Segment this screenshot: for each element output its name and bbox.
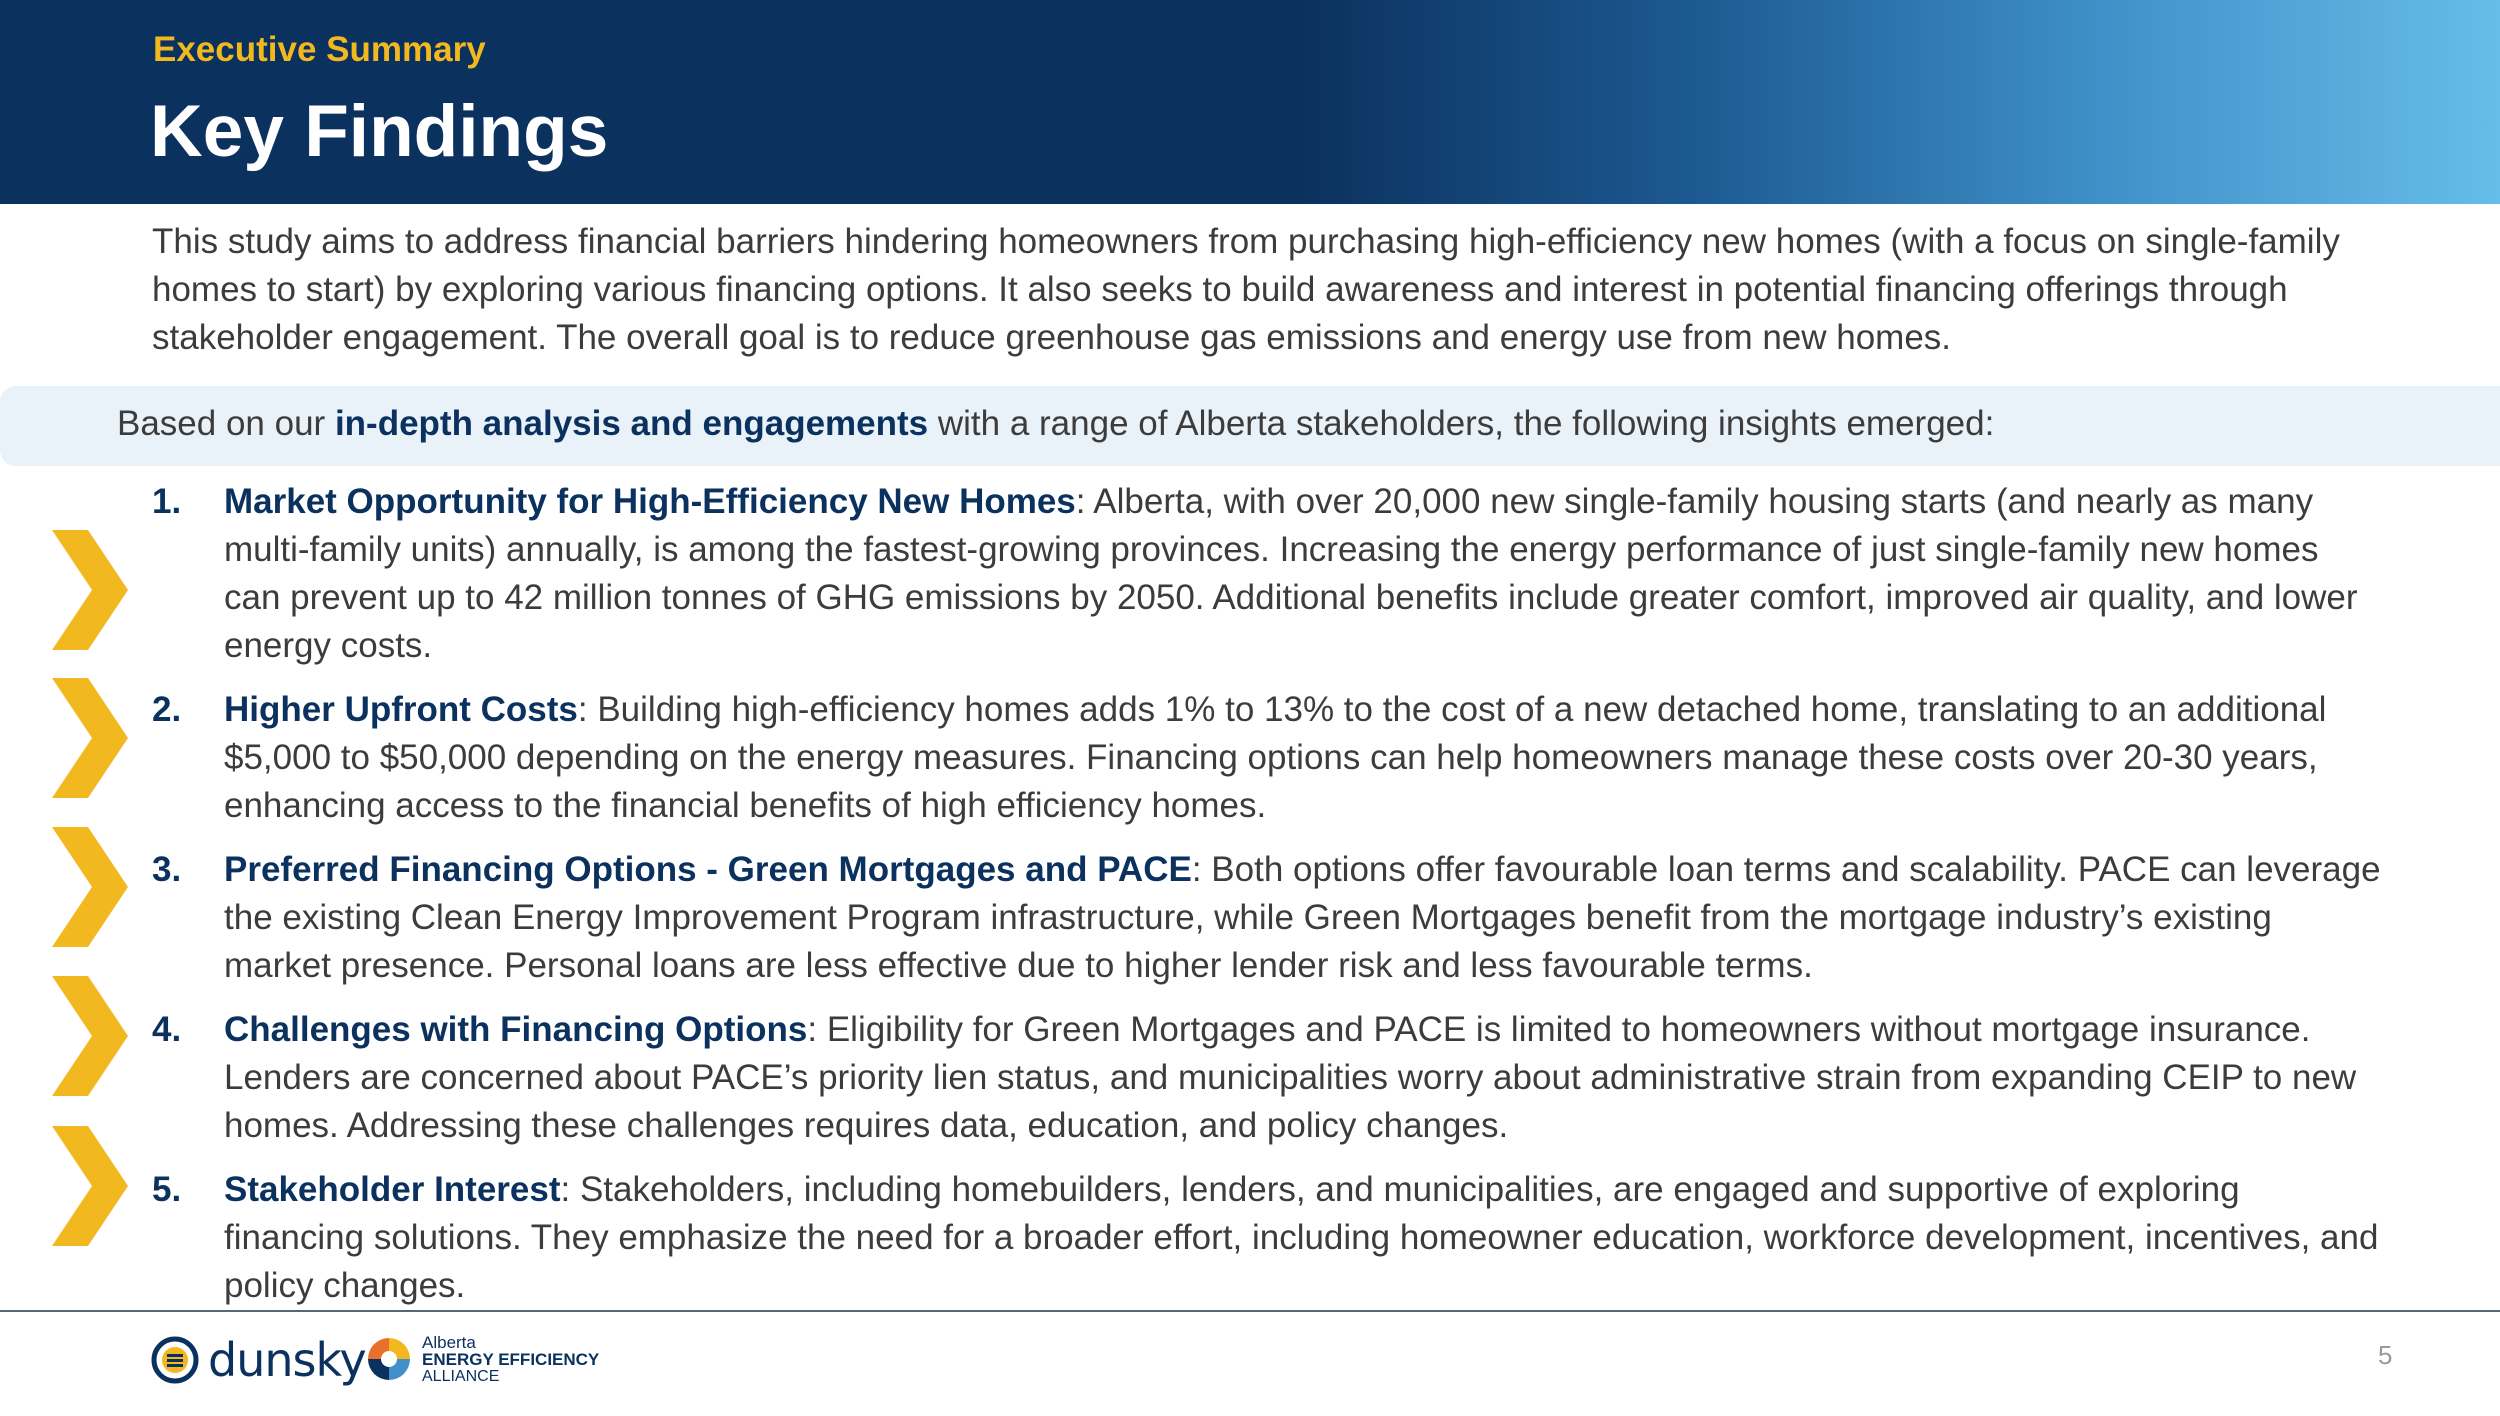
intro-paragraph: This study aims to address financial barriers hindering homeowners from purchasing high-efficiency new homes (with a focus on single-family homes to start) by exploring various financing options. It also seeks to build awareness and interest in potential financing offerings through stakeholder engagement. The overall goal is to reduce greenhouse gas emissions and energy use from new homes.: [152, 222, 2340, 357]
finding-description: : Eligibility for Green Mortgages and PACE is limited to homeowners without mortgage insurance. Lenders are concerned about PACE’s priority lien status, and municipalities worry about administrative strain from expanding CEIP to new homes. Addressing these challenges requires data, education, and policy changes.: [224, 1010, 2357, 1145]
header-banner: [0, 0, 2500, 204]
insights-emphasis: in-depth analysis and engagements: [334, 404, 929, 443]
insights-prefix: Based on our: [117, 404, 335, 443]
finding-number: 5.: [152, 1170, 182, 1209]
finding-description: : Alberta, with over 20,000 new single-family housing starts (and nearly as many multi-family units) annually, is among the fastest-growing provinces. Increasing the energy performance of just single-family new homes can prevent up to 42 million tonnes of GHG emissions by 2050. Additional benefits include greater comfort, improved air quality, and lower energy costs.: [224, 482, 2358, 665]
finding-body: [224, 1006, 2382, 1150]
finding-item: [152, 686, 2382, 830]
findings-list: [152, 478, 2382, 1326]
chevron-right-icon: [52, 678, 128, 798]
chevron-right-icon: [52, 1126, 128, 1246]
dunsky-logo: [150, 1330, 366, 1390]
insights-suffix: with a range of Alberta stakeholders, the following insights emerged:: [928, 404, 1995, 443]
aeea-line-energy-efficiency: ENERGY EFFICIENCY: [422, 1349, 600, 1369]
page-number: 5: [2378, 1340, 2393, 1370]
section-label: Executive Summary: [153, 30, 486, 69]
chevron-right-icon: [52, 530, 128, 650]
finding-body: [224, 686, 2382, 830]
finding-description: : Both options offer favourable loan terms and scalability. PACE can leverage the existing Clean Energy Improvement Program infrastructure, while Green Mortgages benefit from the mortgage industry’s existing market presence. Personal loans are less effective due to higher lender risk and less favourable terms.: [224, 850, 2381, 985]
finding-item: [152, 1006, 2382, 1150]
dunsky-wordmark: dunsky: [208, 1333, 366, 1387]
aeea-logo-icon: [364, 1334, 414, 1384]
finding-title: Stakeholder Interest: [224, 1170, 561, 1209]
finding-item: [152, 478, 2382, 670]
finding-description: : Building high-efficiency homes adds 1% to 13% to the cost of a new detached home, translating to an additional $5,000 to $50,000 depending on the energy measures. Financing options can help homeowners manage these costs over 20-30 years, enhancing access to the financial benefits of high efficiency homes.: [224, 690, 2327, 825]
finding-description: : Stakeholders, including homebuilders, lenders, and municipalities, are engaged and supportive of exploring financing solutions. They emphasize the need for a broader effort, including homeowner education, workforce development, incentives, and policy changes.: [224, 1170, 2379, 1305]
aeea-line-alberta: Alberta: [422, 1332, 476, 1352]
finding-body: [224, 846, 2382, 990]
finding-title: Challenges with Financing Options: [224, 1010, 808, 1049]
page-title: Key Findings: [150, 91, 609, 172]
finding-title: Higher Upfront Costs: [224, 690, 578, 729]
finding-body: [224, 478, 2382, 670]
dunsky-logo-icon: [150, 1335, 200, 1385]
finding-number: 4.: [152, 1010, 182, 1049]
chevron-right-icon: [52, 827, 128, 947]
finding-number: 2.: [152, 690, 182, 729]
aeea-wordmark: [422, 1334, 599, 1385]
aeea-line-alliance: ALLIANCE: [422, 1367, 500, 1385]
finding-item: [152, 846, 2382, 990]
chevron-right-icon: [52, 976, 128, 1096]
finding-item: [152, 1166, 2382, 1310]
finding-number: 3.: [152, 850, 182, 889]
aeea-logo: [364, 1324, 599, 1394]
finding-number: 1.: [152, 482, 182, 521]
finding-title: Market Opportunity for High-Efficiency New Homes: [224, 482, 1076, 521]
finding-title: Preferred Financing Options - Green Mortgages and PACE: [224, 850, 1192, 889]
finding-body: [224, 1166, 2382, 1310]
insights-lead-in: [117, 400, 1994, 448]
footer-divider: [0, 1310, 2500, 1312]
